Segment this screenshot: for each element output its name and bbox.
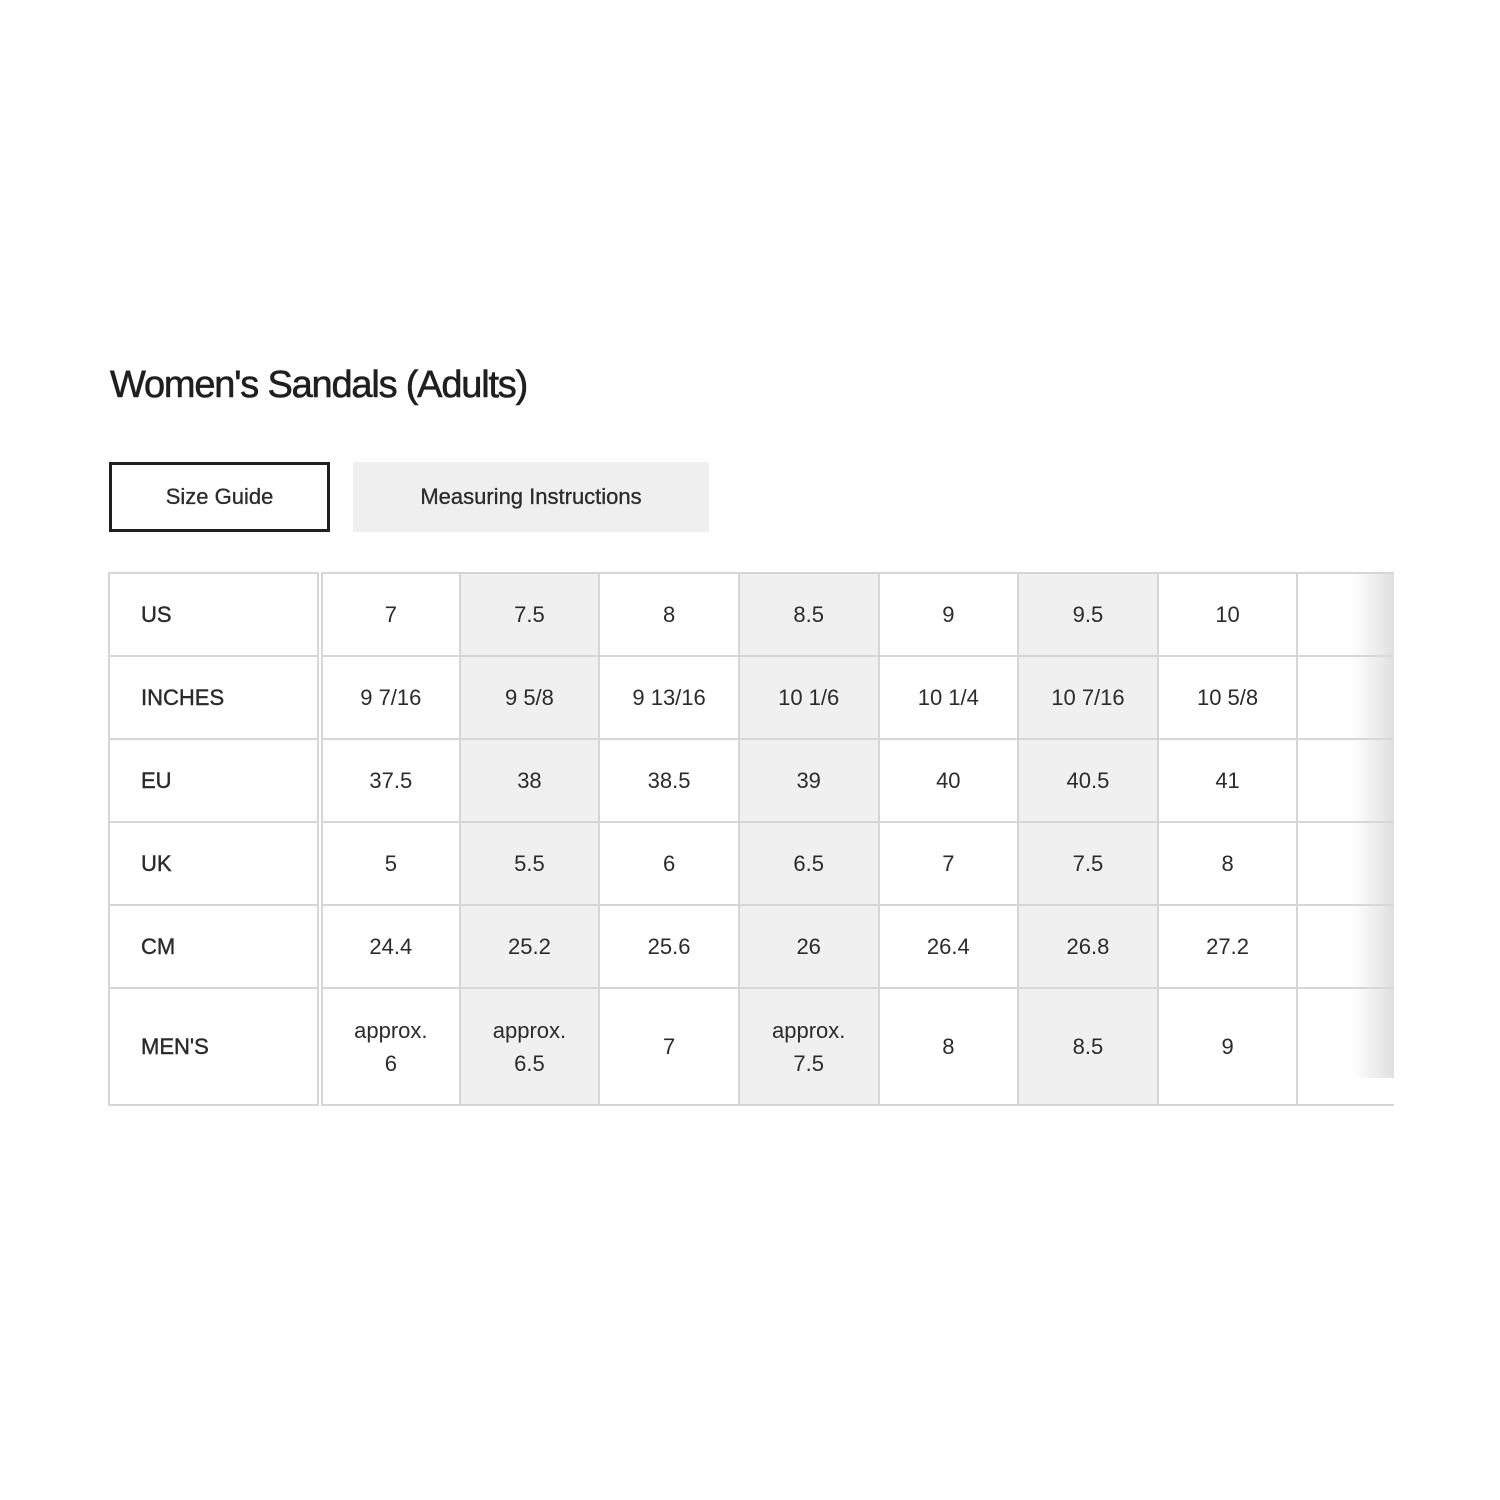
table-cell — [460, 656, 600, 739]
table-cell — [460, 739, 600, 822]
table-cell — [599, 822, 739, 905]
cell-value: 10 5/8 — [1196, 685, 1259, 710]
cell-value: 8 — [662, 602, 676, 627]
cell-value: 37.5 — [369, 768, 413, 793]
table-cell — [739, 739, 879, 822]
table-cell — [879, 822, 1019, 905]
cell-value: 10 1/6 — [778, 685, 840, 710]
cell-value: 39 — [796, 768, 821, 793]
cell-value: approx. — [492, 1017, 567, 1043]
table-cell — [320, 905, 460, 988]
cell-value: 7.5 — [514, 602, 545, 627]
row-label: MEN'S — [109, 988, 320, 1105]
tab-size-guide[interactable]: Size Guide — [109, 462, 330, 532]
cell-value: 5 — [384, 851, 397, 876]
table-cell — [599, 905, 739, 988]
cell-value: 5.5 — [514, 851, 545, 876]
table-cell — [1158, 739, 1298, 822]
cell-value: 7.5 — [1072, 851, 1104, 876]
row-label: INCHES — [109, 656, 320, 739]
cell-value: 8 — [942, 1034, 955, 1059]
cell-value: 8.5 — [1072, 1034, 1104, 1059]
table-cell — [1158, 988, 1298, 1105]
cell-value: 25.2 — [508, 934, 551, 959]
cell-value: 6.5 — [514, 1050, 545, 1076]
row-label: CM — [109, 905, 320, 988]
cell-value: 9.5 — [1072, 602, 1104, 627]
table-cell-overflow — [1297, 739, 1394, 822]
table-cell — [599, 739, 739, 822]
tab-bar — [109, 462, 709, 532]
table-cell — [739, 988, 879, 1105]
cell-value: 6 — [662, 851, 676, 876]
cell-value: 27.2 — [1206, 934, 1249, 959]
cell-value: 38 — [517, 768, 542, 793]
table-cell — [879, 656, 1019, 739]
row-label: UK — [109, 822, 320, 905]
row-label: EU — [109, 739, 320, 822]
cell-value: 6 — [384, 1050, 397, 1076]
page-title: Women's Sandals (Adults) — [110, 364, 528, 406]
cell-value: 38.5 — [647, 768, 691, 793]
table-cell — [879, 739, 1019, 822]
cell-value: 41 — [1215, 768, 1240, 793]
table-cell — [879, 905, 1019, 988]
cell-value: 25.6 — [647, 934, 691, 959]
cell-value: 8 — [1221, 851, 1234, 876]
table-cell — [1018, 905, 1158, 988]
cell-value: 7 — [662, 1034, 676, 1059]
cell-value: 9 7/16 — [360, 685, 422, 710]
cell-value: 10 7/16 — [1051, 685, 1125, 710]
row-label: US — [109, 573, 320, 656]
table-cell-overflow — [1297, 573, 1394, 656]
cell-value: 9 — [942, 602, 955, 627]
cell-value: approx. — [771, 1017, 846, 1043]
size-table — [108, 572, 1394, 1106]
table-cell — [1158, 905, 1298, 988]
table-row — [109, 905, 1394, 988]
table-cell — [739, 822, 879, 905]
cell-value: 8.5 — [793, 602, 824, 627]
table-cell — [460, 822, 600, 905]
cell-value: 26.8 — [1066, 934, 1110, 959]
table-cell — [320, 822, 460, 905]
cell-value: 7 — [942, 851, 955, 876]
table-cell — [739, 573, 879, 656]
table-cell — [739, 905, 879, 988]
table-cell — [460, 905, 600, 988]
table-cell — [599, 573, 739, 656]
cell-value: approx. — [354, 1017, 428, 1043]
cell-value: 10 — [1215, 602, 1240, 627]
table-cell-overflow — [1297, 656, 1394, 739]
table-cell — [460, 988, 600, 1105]
table-cell — [879, 573, 1019, 656]
cell-value: 7 — [384, 602, 397, 627]
cell-value: 26 — [796, 934, 821, 959]
table-cell — [739, 656, 879, 739]
cell-value: 6.5 — [793, 851, 824, 876]
table-row — [109, 822, 1394, 905]
size-table-container[interactable] — [108, 572, 1394, 1116]
tab-measuring-instructions[interactable]: Measuring Instructions — [353, 462, 709, 532]
table-row — [109, 988, 1394, 1105]
table-cell — [1018, 822, 1158, 905]
table-cell — [320, 739, 460, 822]
table-cell — [1018, 739, 1158, 822]
table-row — [109, 573, 1394, 656]
table-cell — [1158, 656, 1298, 739]
table-cell — [320, 656, 460, 739]
cell-value: 7.5 — [793, 1050, 824, 1076]
table-cell — [599, 656, 739, 739]
cell-value: 24.4 — [369, 934, 413, 959]
table-cell-overflow — [1297, 822, 1394, 905]
table-cell — [599, 988, 739, 1105]
table-cell — [879, 988, 1019, 1105]
cell-value: 40.5 — [1066, 768, 1110, 793]
table-cell — [320, 573, 460, 656]
table-cell — [320, 988, 460, 1105]
table-cell — [1018, 988, 1158, 1105]
cell-value: 9 5/8 — [504, 685, 554, 710]
cell-value: 9 — [1221, 1034, 1234, 1059]
cell-value: 9 13/16 — [632, 685, 706, 710]
table-cell — [460, 573, 600, 656]
table-row — [109, 656, 1394, 739]
table-cell-overflow — [1297, 988, 1394, 1105]
table-cell — [1018, 656, 1158, 739]
cell-value: 10 1/4 — [917, 685, 979, 710]
table-cell-overflow — [1297, 905, 1394, 988]
table-cell — [1158, 573, 1298, 656]
table-cell — [1018, 573, 1158, 656]
cell-value: 26.4 — [926, 934, 970, 959]
cell-value: 40 — [936, 768, 961, 793]
table-row — [109, 739, 1394, 822]
table-cell — [1158, 822, 1298, 905]
